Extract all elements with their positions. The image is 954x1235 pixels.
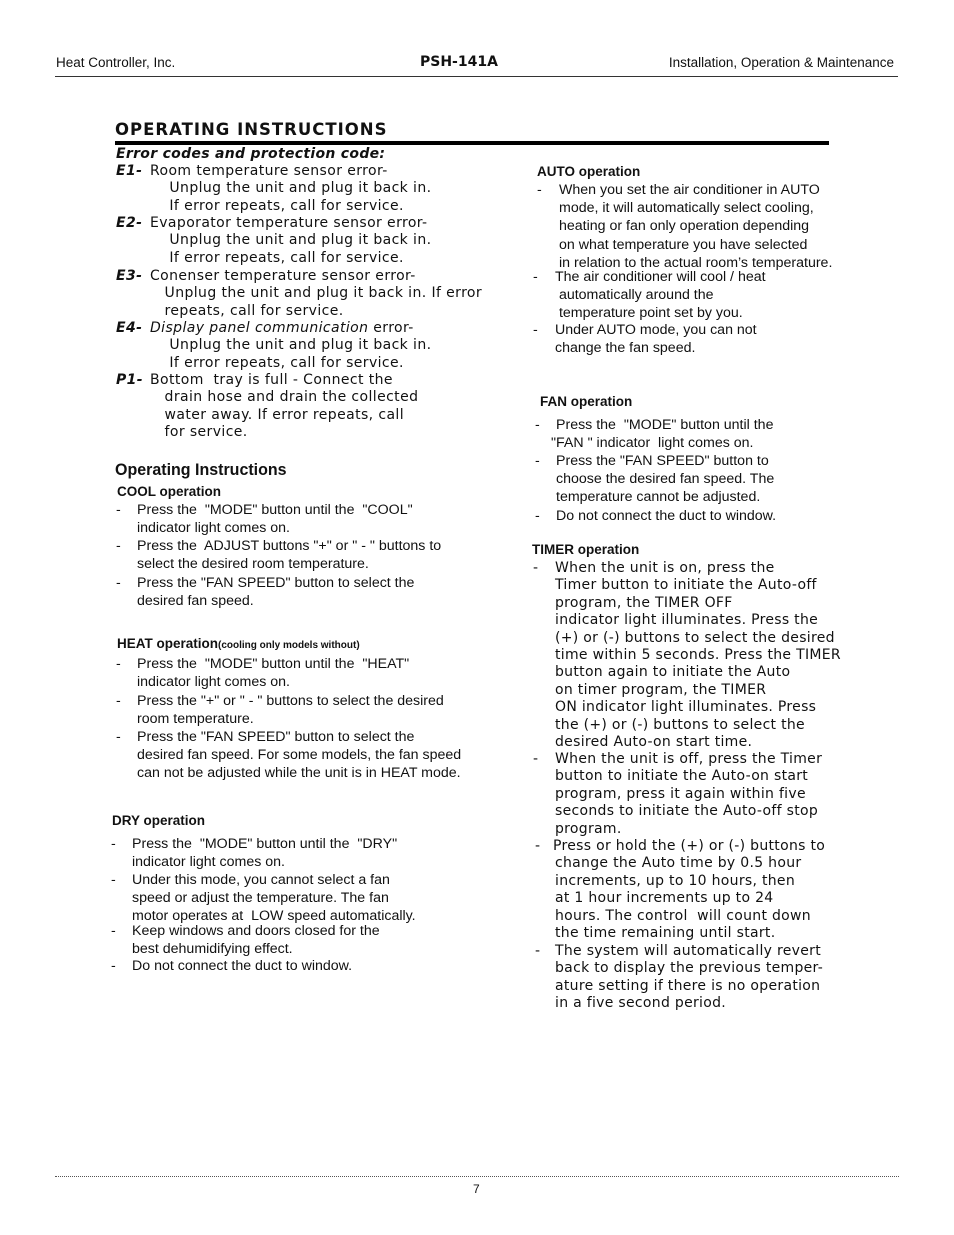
error-line: Unplug the unit and plug it back in. If error: [150, 285, 483, 302]
header-company: Heat Controller, Inc.: [56, 55, 176, 70]
page-number: 7: [473, 1182, 480, 1196]
error-code: E2-: [116, 215, 143, 231]
error-line: Unplug the unit and plug it back in.: [150, 180, 432, 197]
dry-operation-heading: DRY operation: [112, 813, 206, 828]
title-divider: [115, 141, 829, 145]
error-line: Bottom tray is full - Connect the: [150, 372, 393, 388]
operating-instructions-heading: Operating Instructions: [115, 461, 287, 480]
error-line: repeats, call for service.: [150, 302, 344, 319]
error-line: Conenser temperature sensor error-: [150, 268, 416, 284]
header-manual-title: Installation, Operation & Maintenance: [668, 55, 894, 70]
timer-operation-heading: TIMER operation: [532, 542, 640, 557]
header-divider: [55, 76, 898, 77]
error-code: P1-: [116, 372, 144, 388]
error-line: If error repeats, call for service.: [150, 354, 404, 371]
error-code: E1-: [116, 163, 143, 179]
error-line: Room temperature sensor error-: [150, 163, 388, 179]
heat-operation-note: (cooling only models without): [218, 640, 360, 651]
error-line: Unplug the unit and plug it back in.: [150, 232, 432, 249]
error-code: E4-: [116, 320, 143, 336]
auto-operation-heading: AUTO operation: [537, 164, 641, 179]
error-line: Evaporator temperature sensor error-: [150, 215, 428, 231]
error-line: drain hose and drain the collected: [150, 389, 419, 406]
error-italic-text: Display panel communication: [150, 320, 369, 336]
footer-divider: [55, 1176, 899, 1177]
error-line: Unplug the unit and plug it back in.: [150, 337, 432, 354]
error-line: If error repeats, call for service.: [150, 197, 404, 214]
fan-operation-heading: FAN operation: [540, 394, 633, 409]
error-code: E3-: [116, 268, 143, 284]
header-model: PSH-141A: [420, 54, 498, 70]
error-codes-title: Error codes and protection code:: [116, 146, 386, 162]
page-title: OPERATING INSTRUCTIONS: [115, 120, 388, 139]
error-line: water away. If error repeats, call: [150, 406, 405, 423]
error-line: for service.: [150, 424, 248, 441]
error-line: error-: [368, 320, 414, 336]
error-line: If error repeats, call for service.: [150, 249, 404, 266]
cool-operation-heading: COOL operation: [117, 484, 222, 499]
heat-operation-heading: HEAT operation(cooling only models without): [117, 636, 360, 651]
